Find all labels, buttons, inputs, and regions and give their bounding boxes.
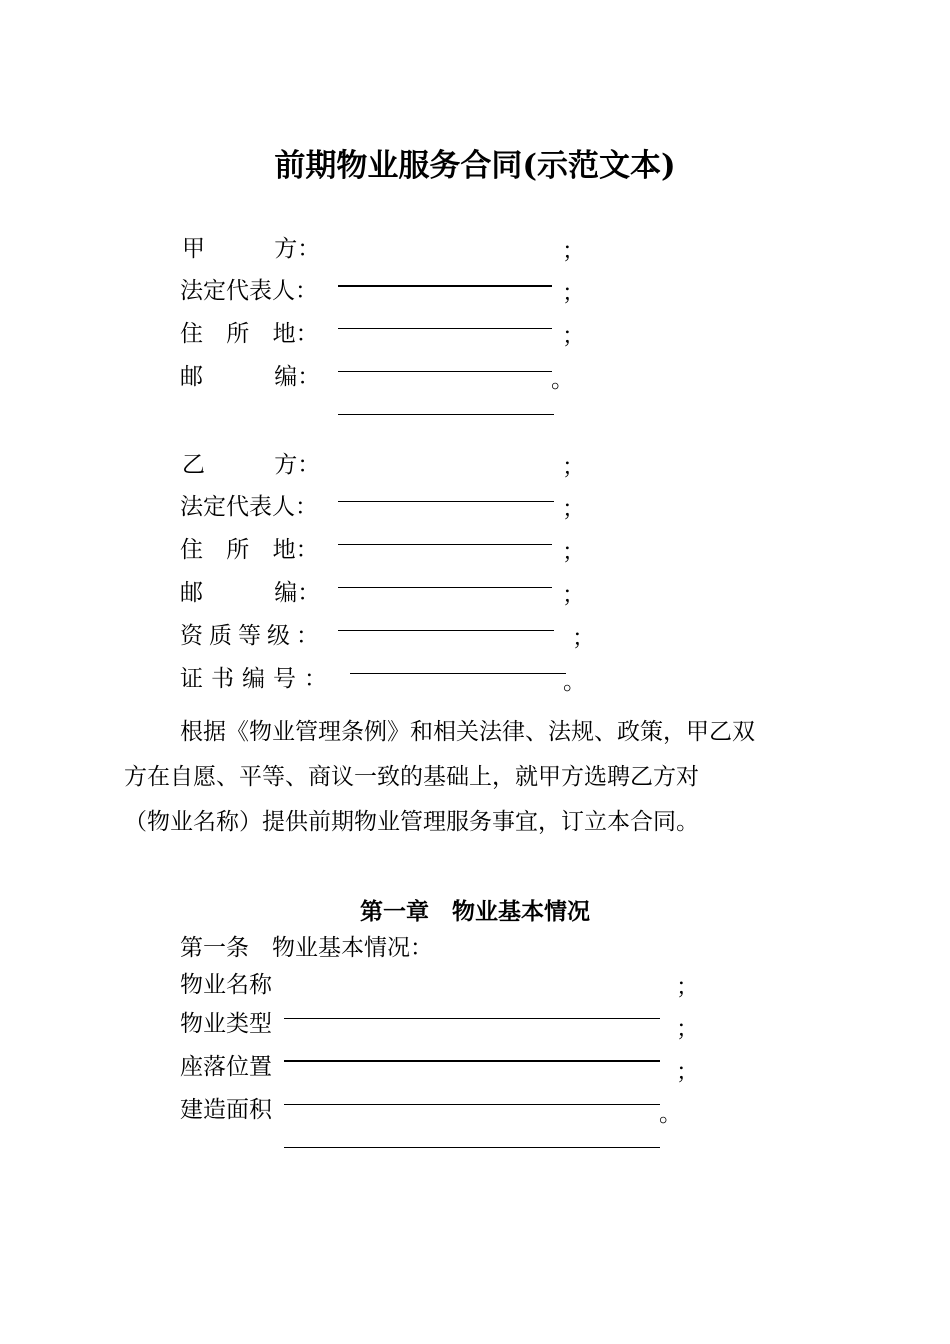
party-b-rep-label: 法定代表人：: [180, 494, 318, 520]
intro-line-3: （物业名称）提供前期物业管理服务事宜，订立本合同。: [124, 809, 699, 835]
article-1-label: 第一条 物业基本情况：: [180, 935, 433, 961]
property-type-semicolon: ；: [676, 1016, 699, 1042]
property-location-semicolon: ；: [676, 1059, 699, 1085]
party-a-rep-line: [338, 285, 552, 287]
party-b-rep-semicolon: ；: [562, 496, 585, 522]
property-location-label: 座落位置: [180, 1054, 272, 1080]
property-name-label: 物业名称: [180, 972, 272, 998]
party-b-qualification-label: 资质等级：: [180, 623, 325, 649]
party-b-label: 乙 方：: [182, 452, 321, 478]
party-b-postcode-semicolon: ；: [562, 582, 585, 608]
property-name-semicolon: ；: [676, 974, 699, 1000]
property-location-line: [284, 1060, 660, 1062]
party-a-postcode-line: [338, 371, 552, 372]
intro-line-2: 方在自愿、平等、商议一致的基础上，就甲方选聘乙方对: [124, 764, 699, 790]
property-area-line: [284, 1104, 660, 1105]
party-a-label-text: 甲 方：: [182, 236, 321, 262]
party-b-postcode-line: [338, 587, 552, 588]
party-b-certificate-period: 。: [563, 669, 586, 695]
property-type-line: [284, 1018, 660, 1019]
document-title: 前期物业服务合同(示范文本): [274, 148, 676, 184]
party-b-rep-line: [338, 501, 554, 502]
party-b-semicolon: ；: [562, 454, 585, 480]
property-type-label: 物业类型: [180, 1011, 272, 1037]
party-a-label: [182, 230, 320, 263]
party-b-qualification-semicolon: ；: [572, 625, 595, 651]
party-a-rep-semicolon: ；: [562, 280, 585, 306]
property-area-label: 建造面积: [180, 1097, 272, 1123]
party-b-address-semicolon: ；: [562, 539, 585, 565]
property-extra-line: [284, 1147, 660, 1148]
party-a-semicolon: ；: [562, 238, 585, 264]
chapter-1-heading: 第一章 物业基本情况: [360, 899, 590, 925]
party-a-extra-line: [338, 414, 554, 415]
party-b-certificate-label: 证书编号：: [180, 666, 335, 692]
party-b-certificate-line: [350, 673, 566, 674]
intro-line-1: 根据《物业管理条例》和相关法律、法规、政策，甲乙双: [180, 719, 755, 745]
party-a-postcode-label: 邮 编：: [180, 364, 321, 390]
party-b-postcode-label: 邮 编：: [180, 580, 321, 606]
party-b-address-line: [338, 544, 552, 545]
property-area-period: 。: [659, 1101, 682, 1127]
party-a-address-label: 住 所 地：: [180, 321, 319, 347]
party-a-rep-label: 法定代表人：: [180, 278, 318, 304]
party-a-address-semicolon: ；: [562, 323, 585, 349]
party-a-postcode-period: 。: [551, 367, 574, 393]
party-b-address-label: 住 所 地：: [180, 537, 319, 563]
party-b-qualification-line: [338, 630, 554, 631]
party-a-address-line: [338, 328, 552, 329]
